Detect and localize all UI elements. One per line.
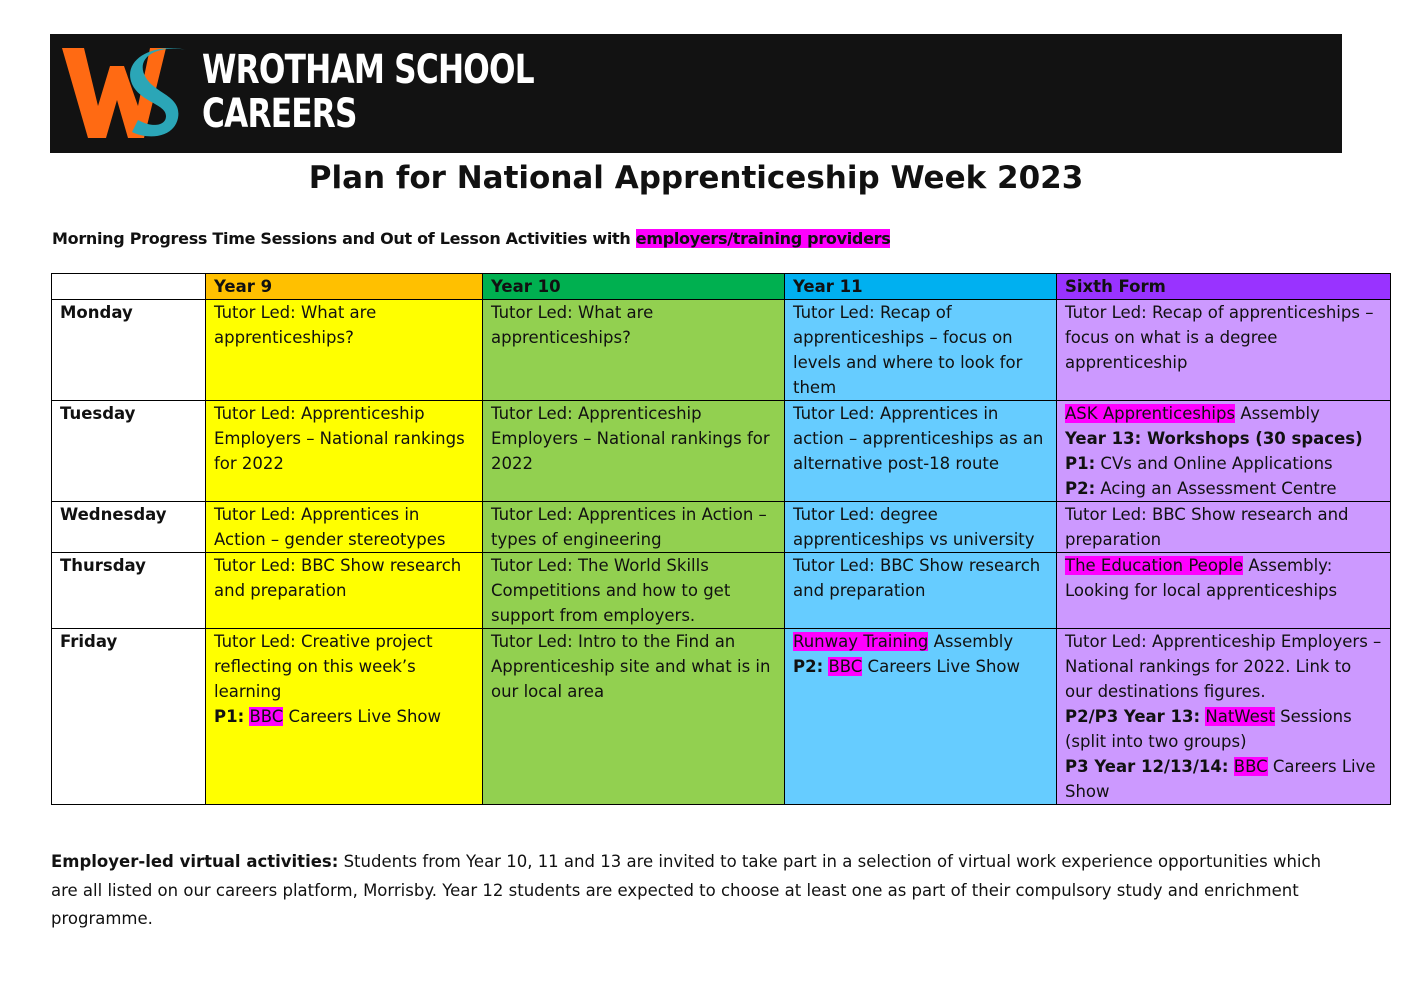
- cell-tue-sixth: [1057, 401, 1391, 502]
- footer-note: [51, 848, 1341, 934]
- table-row: [52, 401, 1391, 502]
- provider-highlight: NatWest: [1205, 707, 1275, 726]
- cell-line: [1065, 451, 1382, 476]
- cell-text: Tutor Led: Creative project reflecting on this week’s learning: [214, 632, 433, 701]
- provider-highlight: BBC: [1233, 757, 1268, 776]
- provider-highlight: ASK Apprenticeships: [1065, 404, 1236, 423]
- header-year-11: Year 11: [785, 274, 1057, 300]
- cell-text: Assembly: [1235, 404, 1320, 423]
- cell-tue-y11: Tutor Led: Apprentices in action – apprenticeships as an alternative post-18 route: [785, 401, 1057, 502]
- cell-fri-y9: [206, 629, 483, 805]
- day-tuesday: Tuesday: [52, 401, 206, 502]
- school-logo-icon: [60, 44, 192, 144]
- day-friday: Friday: [52, 629, 206, 805]
- subtitle-highlight: employers/training providers: [635, 229, 891, 248]
- brand-name: [202, 48, 534, 136]
- cell-text: Sessions (split into two groups): [1065, 707, 1352, 751]
- cell-text: Careers Live Show: [862, 657, 1020, 676]
- period-label: P3 Year 12/13/14:: [1065, 757, 1229, 776]
- cell-wed-y9: Tutor Led: Apprentices in Action – gender stereotypes: [206, 502, 483, 553]
- cell-line: [1065, 704, 1382, 754]
- table-row: [52, 629, 1391, 805]
- cell-thu-sixth: [1057, 553, 1391, 629]
- cell-tue-y10: Tutor Led: Apprenticeship Employers – National rankings for 2022: [483, 401, 785, 502]
- cell-line: Year 13: Workshops (30 spaces): [1065, 429, 1363, 448]
- table-row: [52, 553, 1391, 629]
- cell-thu-y10: Tutor Led: The World Skills Competitions and how to get support from employers.: [483, 553, 785, 629]
- footer-text: Students from Year 10, 11 and 13 are invited to take part in a selection of virtual work experience opportunities which are all listed on our careers platform, Morrisby. Year 12 students are expected to choose at least one as part of their compulsory study and enrichment programme.: [51, 852, 1322, 928]
- cell-fri-y11: [785, 629, 1057, 805]
- footer-label: Employer-led virtual activities:: [51, 852, 339, 871]
- provider-highlight: BBC: [249, 707, 284, 726]
- page-title: Plan for National Apprenticeship Week 2023: [308, 160, 1084, 196]
- cell-line: [214, 704, 474, 729]
- provider-highlight: Runway Training: [793, 632, 929, 651]
- cell-text: Tutor Led: Apprenticeship Employers – National rankings for 2022. Link to our destinations figures.: [1065, 632, 1382, 701]
- header-banner: [50, 34, 1342, 153]
- cell-text: Careers Live Show: [283, 707, 441, 726]
- cell-thu-y9: Tutor Led: BBC Show research and preparation: [206, 553, 483, 629]
- cell-wed-sixth: Tutor Led: BBC Show research and preparation: [1057, 502, 1391, 553]
- section-subtitle: [52, 229, 890, 248]
- cell-mon-y9: Tutor Led: What are apprenticeships?: [206, 300, 483, 401]
- table-row: [52, 300, 1391, 401]
- period-label: P1:: [214, 707, 245, 726]
- table-header-row: [52, 274, 1391, 300]
- cell-tue-y9: Tutor Led: Apprenticeship Employers – National rankings for 2022: [206, 401, 483, 502]
- cell-line: [1065, 476, 1382, 501]
- cell-wed-y10: Tutor Led: Apprentices in Action – types of engineering: [483, 502, 785, 553]
- table-row: [52, 502, 1391, 553]
- day-monday: Monday: [52, 300, 206, 401]
- period-label: P2:: [793, 657, 824, 676]
- provider-highlight: The Education People: [1065, 556, 1244, 575]
- period-label: P2/P3 Year 13:: [1065, 707, 1201, 726]
- cell-line: [1065, 401, 1382, 426]
- day-wednesday: Wednesday: [52, 502, 206, 553]
- header-sixth-form: Sixth Form: [1057, 274, 1391, 300]
- cell-fri-y10: Tutor Led: Intro to the Find an Apprenticeship site and what is in our local area: [483, 629, 785, 805]
- cell-text: Careers Live Show: [1065, 757, 1376, 801]
- cell-line: [793, 629, 1048, 654]
- header-year-10: Year 10: [483, 274, 785, 300]
- cell-wed-y11: Tutor Led: degree apprenticeships vs university: [785, 502, 1057, 553]
- cell-line: [793, 654, 1048, 679]
- provider-highlight: BBC: [828, 657, 863, 676]
- cell-text: Acing an Assessment Centre: [1095, 479, 1337, 498]
- header-year-9: Year 9: [206, 274, 483, 300]
- cell-thu-y11: Tutor Led: BBC Show research and preparation: [785, 553, 1057, 629]
- cell-text: Assembly: Looking for local apprenticeships: [1065, 556, 1338, 600]
- cell-text: CVs and Online Applications: [1095, 454, 1333, 473]
- cell-mon-y10: Tutor Led: What are apprenticeships?: [483, 300, 785, 401]
- brand-line-2: CAREERS: [202, 91, 357, 137]
- day-thursday: Thursday: [52, 553, 206, 629]
- cell-fri-sixth: [1057, 629, 1391, 805]
- brand-line-1: WROTHAM SCHOOL: [202, 47, 534, 93]
- cell-line: [1065, 754, 1382, 804]
- period-label: P2:: [1065, 479, 1096, 498]
- schedule-table: [51, 273, 1391, 805]
- cell-mon-y11: Tutor Led: Recap of apprenticeships – focus on levels and where to look for them: [785, 300, 1057, 401]
- period-label: P1:: [1065, 454, 1096, 473]
- cell-mon-sixth: Tutor Led: Recap of apprenticeships – focus on what is a degree apprenticeship: [1057, 300, 1391, 401]
- cell-text: Assembly: [928, 632, 1014, 651]
- header-corner: [52, 274, 206, 300]
- subtitle-text: Morning Progress Time Sessions and Out of Lesson Activities with: [52, 229, 636, 248]
